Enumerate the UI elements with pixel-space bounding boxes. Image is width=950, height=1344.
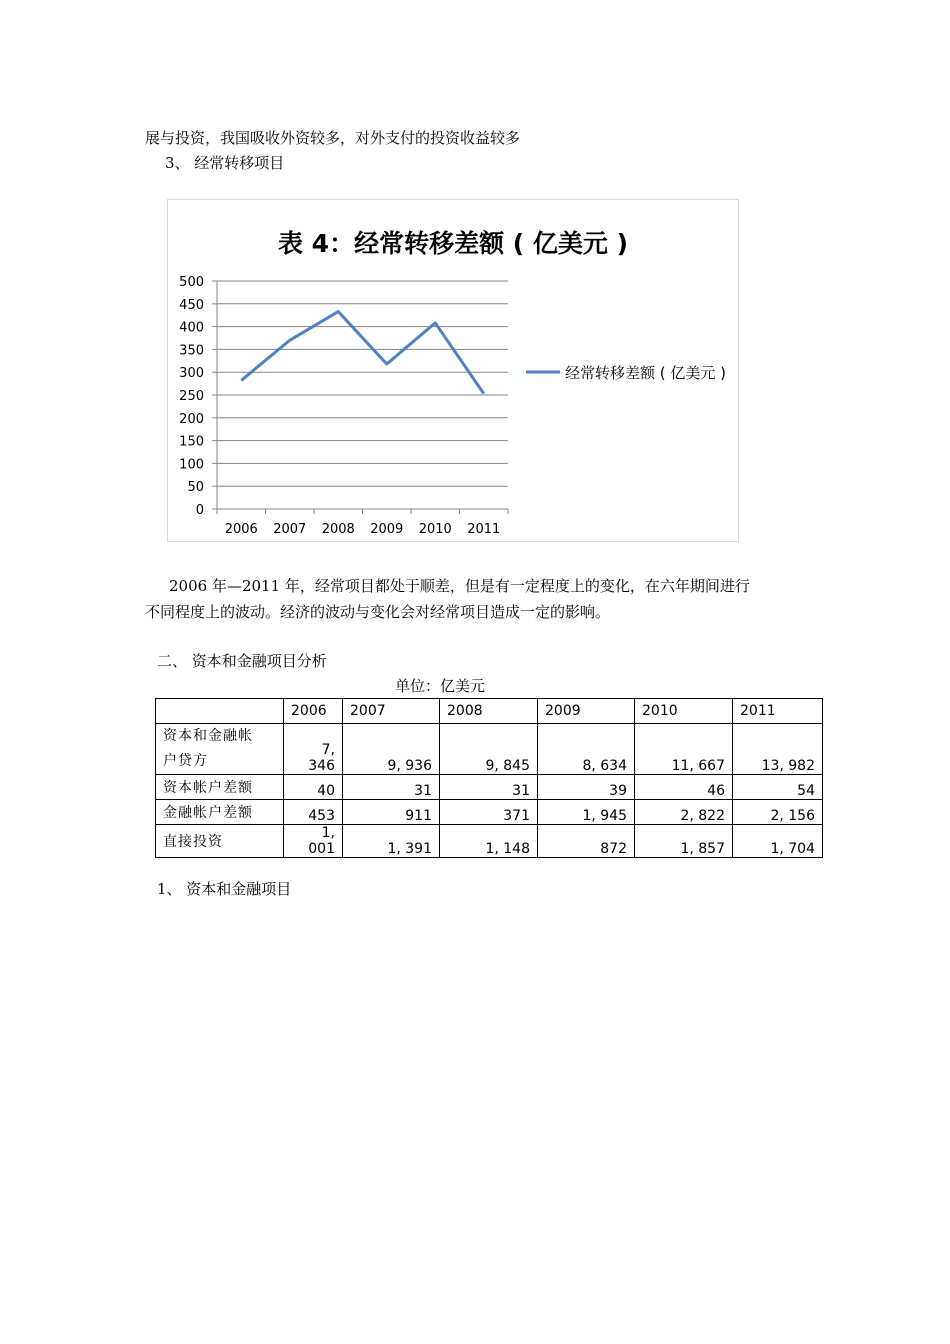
header-cell: 2008 (440, 699, 538, 724)
data-cell: 1, 001 (284, 825, 343, 858)
data-cell: 9, 845 (440, 724, 538, 775)
paragraph-line-2: 不同程度上的波动。经济的波动与变化会对经常项目造成一定的影响。 (145, 603, 611, 621)
y-tick-label: 300 (179, 366, 204, 382)
header-cell-empty (156, 699, 284, 724)
data-cell: 2, 156 (733, 800, 823, 825)
table-row (156, 775, 823, 800)
x-tick-label: 2010 (418, 522, 452, 537)
paragraph-line-1: 2006 年—2011 年，经常项目都处于顺差，但是有一定程度上的变化，在六年期间进行 (169, 577, 750, 595)
data-cell: 8, 634 (538, 724, 635, 775)
y-tick-label: 150 (179, 434, 204, 450)
section-heading-2: 二、 资本和金融项目分析 (157, 652, 327, 670)
y-tick-label: 400 (179, 320, 204, 336)
data-cell: 11, 667 (635, 724, 733, 775)
y-tick-label: 200 (179, 411, 204, 427)
y-tick-label: 450 (179, 297, 204, 313)
data-cell: 1, 704 (733, 825, 823, 858)
y-tick-label: 500 (179, 275, 204, 290)
data-cell: 40 (284, 775, 343, 800)
row-label: 直接投资 (156, 825, 284, 858)
data-cell: 371 (440, 800, 538, 825)
data-cell: 39 (538, 775, 635, 800)
data-cell: 54 (733, 775, 823, 800)
data-cell: 2, 822 (635, 800, 733, 825)
row-label-line-2: 户贷方 (163, 753, 208, 769)
data-cell: 7, 346 (284, 724, 343, 775)
chart-canvas (168, 200, 738, 541)
data-cell: 453 (284, 800, 343, 825)
data-cell: 13, 982 (733, 724, 823, 775)
row-label: 金融帐户差额 (156, 800, 284, 825)
table-row (156, 724, 823, 775)
data-cell: 911 (343, 800, 440, 825)
heading-3: 3、 经常转移项目 (165, 154, 285, 172)
table-row (156, 825, 823, 858)
x-tick-label: 2006 (224, 522, 258, 537)
data-cell: 31 (343, 775, 440, 800)
legend-label: 经常转移差额 ( 亿美元 ) (565, 364, 727, 382)
series-line (241, 312, 484, 394)
header-cell: 2009 (538, 699, 635, 724)
data-cell: 1, 391 (343, 825, 440, 858)
capital-financial-table (155, 698, 823, 858)
row-label-line-1: 资本和金融帐 (163, 728, 253, 744)
unit-label: 单位：亿美元 (395, 677, 486, 695)
data-cell: 46 (635, 775, 733, 800)
table-header-row (156, 699, 823, 724)
y-tick-label: 0 (195, 503, 204, 518)
y-tick-label: 100 (179, 457, 204, 473)
x-tick-label: 2007 (273, 522, 307, 537)
data-cell: 31 (440, 775, 538, 800)
data-cell: 872 (538, 825, 635, 858)
text-line-1: 展与投资，我国吸收外资较多，对外支付的投资收益较多 (145, 129, 521, 147)
x-tick-label: 2011 (467, 522, 501, 537)
x-tick-label: 2009 (370, 522, 404, 537)
row-label (156, 724, 284, 775)
heading-1: 1、 资本和金融项目 (157, 880, 292, 898)
header-cell: 2007 (343, 699, 440, 724)
data-cell: 1, 148 (440, 825, 538, 858)
data-cell: 1, 857 (635, 825, 733, 858)
header-cell: 2011 (733, 699, 823, 724)
row-label: 资本帐户差额 (156, 775, 284, 800)
x-tick-label: 2008 (321, 522, 355, 537)
header-cell: 2006 (284, 699, 343, 724)
y-tick-label: 250 (179, 389, 204, 404)
data-cell: 1, 945 (538, 800, 635, 825)
line-chart (167, 199, 739, 542)
data-cell: 9, 936 (343, 724, 440, 775)
table-row (156, 800, 823, 825)
y-tick-label: 50 (187, 480, 204, 496)
header-cell: 2010 (635, 699, 733, 724)
chart-title: 表 4：经常转移差额 ( 亿美元 ) (277, 229, 629, 258)
y-tick-label: 350 (179, 343, 204, 359)
